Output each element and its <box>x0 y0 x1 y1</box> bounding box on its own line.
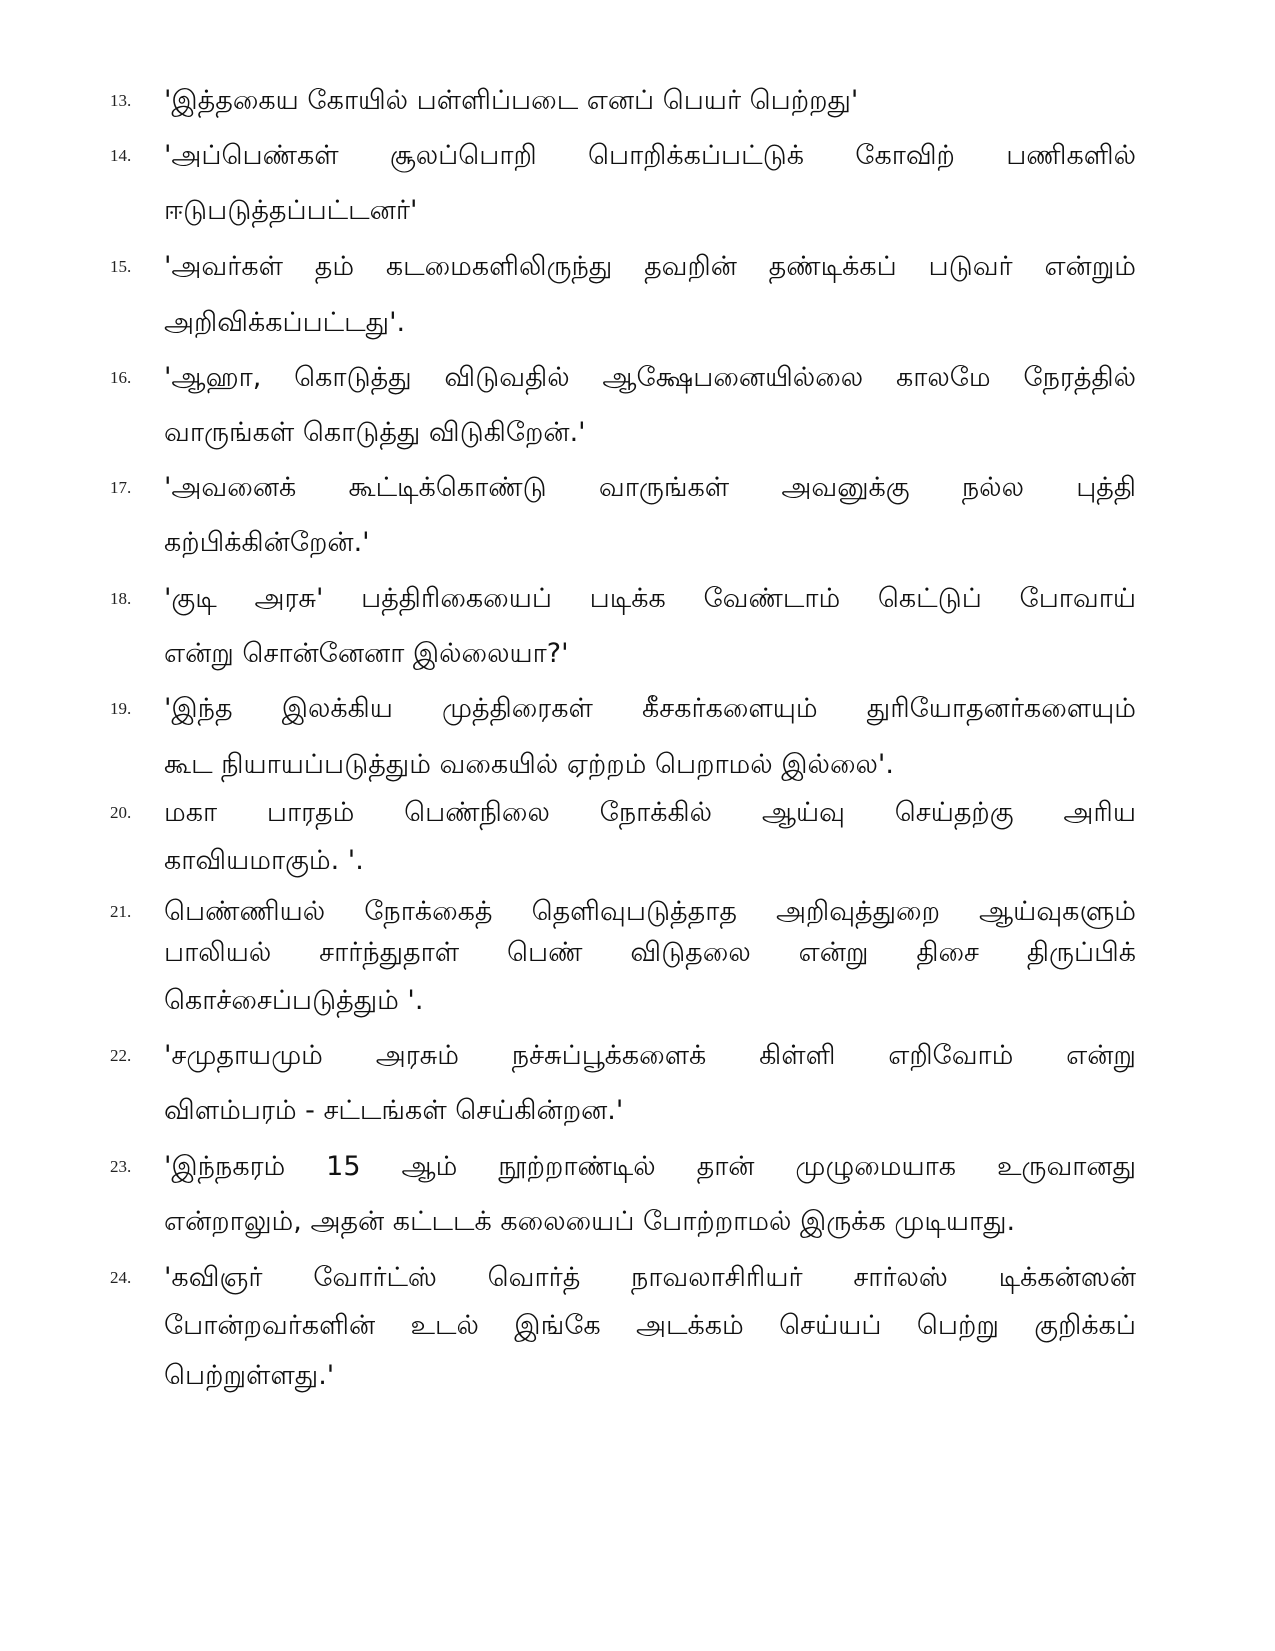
item-line: பாலியல் சார்ந்துதாள் பெண் விடுதலை என்று திசை திருப்பிக் <box>164 937 1136 968</box>
item-line: என்றாலும், அதன் கட்டடக் கலையைப் போற்றாமல் இருக்க முடியாது. <box>164 1206 1016 1237</box>
item-line: கொச்சைப்படுத்தும் '. <box>164 985 424 1016</box>
item-number: 16. <box>110 368 132 387</box>
item-number: 19. <box>110 699 132 718</box>
item-number: 15. <box>110 257 132 276</box>
item-line: மகா பாரதம் பெண்நிலை நோக்கில் ஆய்வு செய்தற்கு அரிய <box>164 797 1136 828</box>
item-line: 'சமுதாயமும் அரசும் நச்சுப்பூக்களைக் கிள்ளி எறிவோம் என்று <box>164 1040 1136 1071</box>
item-line: காவியமாகும். '. <box>164 845 364 876</box>
item-number: 14. <box>110 146 132 165</box>
item-number: 20. <box>110 803 132 822</box>
item-line: 'இத்தகைய கோயில் பள்ளிப்படை எனப் பெயர் பெற்றது' <box>164 85 859 116</box>
item-line: 'கவிஞர் வோர்ட்ஸ் வொர்த் நாவலாசிரியர் சார்லஸ் டிக்கன்ஸன் <box>164 1262 1136 1293</box>
item-line: கூட நியாயப்படுத்தும் வகையில் ஏற்றம் பெறாமல் இல்லை'. <box>164 749 894 780</box>
item-line: விளம்பரம் - சட்டங்கள் செய்கின்றன.' <box>164 1095 624 1126</box>
item-number: 13. <box>110 91 132 110</box>
item-line: 'இந்நகரம் 15 ஆம் நூற்றாண்டில் தான் முழுமையாக உருவானது <box>164 1151 1136 1182</box>
item-line: போன்றவர்களின் உடல் இங்கே அடக்கம் செய்யப் பெற்று குறிக்கப் <box>164 1310 1136 1341</box>
item-number: 17. <box>110 478 132 497</box>
item-line: 'அவர்கள் தம் கடமைகளிலிருந்து தவறின் தண்டிக்கப் படுவர் என்றும் <box>164 251 1136 282</box>
item-line: 'குடி அரசு' பத்திரிகையைப் படிக்க வேண்டாம் கெட்டுப் போவாய் <box>164 583 1136 614</box>
item-number: 24. <box>110 1268 132 1287</box>
item-line: பெற்றுள்ளது.' <box>164 1360 335 1391</box>
item-line: வாருங்கள் கொடுத்து விடுகிறேன்.' <box>164 417 586 448</box>
item-line: 'அப்பெண்கள் சூலப்பொறி பொறிக்கப்பட்டுக் கோவிற் பணிகளில் <box>164 140 1136 171</box>
item-line: கற்பிக்கின்றேன்.' <box>164 527 370 558</box>
item-line: 'இந்த இலக்கிய முத்திரைகள் கீசகர்களையும் துரியோதனர்களையும் <box>164 693 1136 724</box>
item-line: பெண்ணியல் நோக்கைத் தெளிவுபடுத்தாத அறிவுத்துறை ஆய்வுகளும் <box>164 896 1136 927</box>
item-number: 21. <box>110 902 132 921</box>
item-line: ஈடுபடுத்தப்பட்டனர்' <box>164 195 418 226</box>
item-line: 'ஆஹா, கொடுத்து விடுவதில் ஆக்ஷேபனையில்லை காலமே நேரத்தில் <box>164 362 1136 393</box>
item-line: 'அவனைக் கூட்டிக்கொண்டு வாருங்கள் அவனுக்கு நல்ல புத்தி <box>164 472 1136 503</box>
item-number: 22. <box>110 1046 132 1065</box>
item-number: 23. <box>110 1157 132 1176</box>
item-line: அறிவிக்கப்பட்டது'. <box>164 307 406 338</box>
item-number: 18. <box>110 589 132 608</box>
item-line: என்று சொன்னேனா இல்லையா?' <box>164 638 569 669</box>
